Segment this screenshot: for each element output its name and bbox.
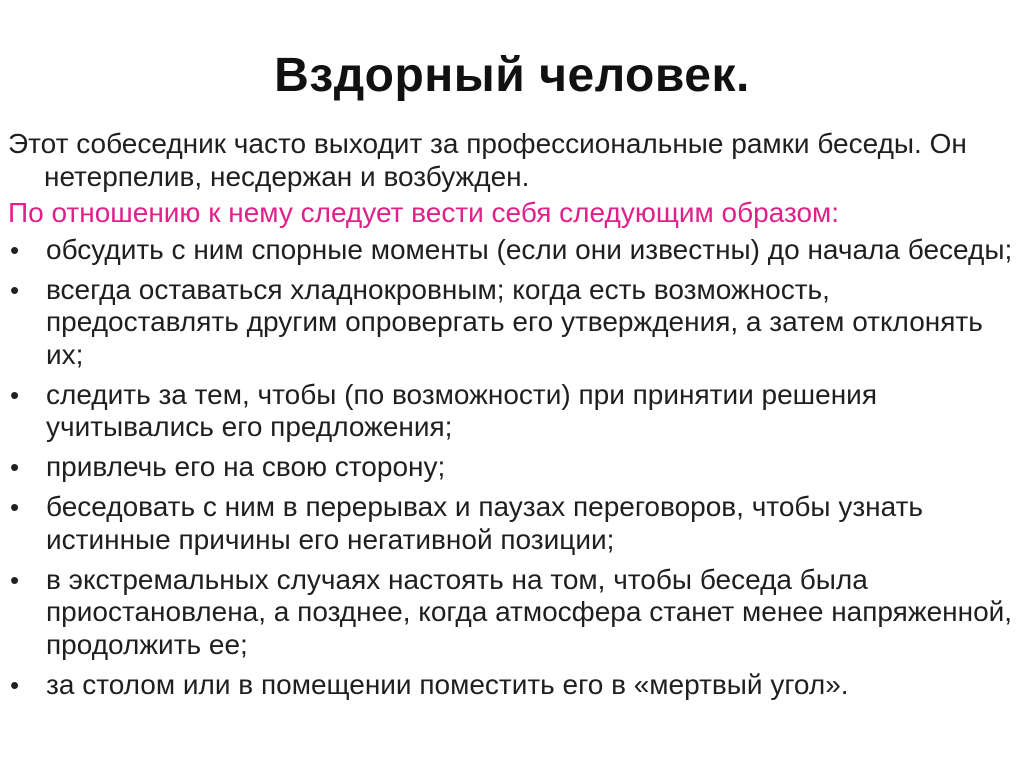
bullet-icon: •: [10, 452, 20, 482]
bullet-icon: •: [10, 274, 20, 305]
list-item: [8, 669, 1014, 702]
accent-line: По отношению к нему следует вести себя следующим образом:: [8, 197, 840, 228]
list-item-text: за столом или в помещении поместить его в «мертвый угол».: [46, 668, 849, 700]
list-item: [8, 379, 1014, 444]
list-item-text: следить за тем, чтобы (по возможности) при принятии решения учитывались его предложения;: [46, 378, 877, 442]
slide-content: [8, 128, 1014, 709]
list-item-text: беседовать с ним в перерывах и паузах переговоров, чтобы узнать истинные причины его негативной позиции;: [46, 491, 923, 555]
bullet-icon: •: [10, 669, 20, 700]
list-item: [8, 564, 1014, 662]
bullet-list: [8, 234, 1014, 702]
list-item: [8, 491, 1014, 556]
bullet-icon: •: [10, 234, 20, 265]
bullet-icon: •: [10, 379, 20, 410]
list-item-text: привлечь его на свою сторону;: [46, 451, 446, 482]
intro-paragraph: Этот собеседник часто выходит за профессиональные рамки беседы. Он нетерпелив, несдержан и возбужден.: [8, 128, 967, 192]
bullet-icon: •: [10, 492, 20, 522]
slide-title: Вздорный человек.: [274, 49, 750, 102]
list-item: [8, 451, 1014, 484]
list-item-text: в экстремальных случаях настоять на том, чтобы беседа была приостановлена, а позднее, когда атмосфера станет менее напряженной, продолжить ее;: [46, 563, 1013, 660]
list-item-text: обсудить с ним спорные моменты (если они известны) до начала беседы;: [46, 233, 1013, 265]
list-item: [8, 234, 1014, 267]
list-item-text: всегда оставаться хладнокровным; когда есть возможность, предоставлять другим опровергать его утверждения, а затем отклонять их;: [46, 273, 983, 370]
bullet-icon: •: [10, 564, 20, 595]
list-item: [8, 274, 1014, 372]
